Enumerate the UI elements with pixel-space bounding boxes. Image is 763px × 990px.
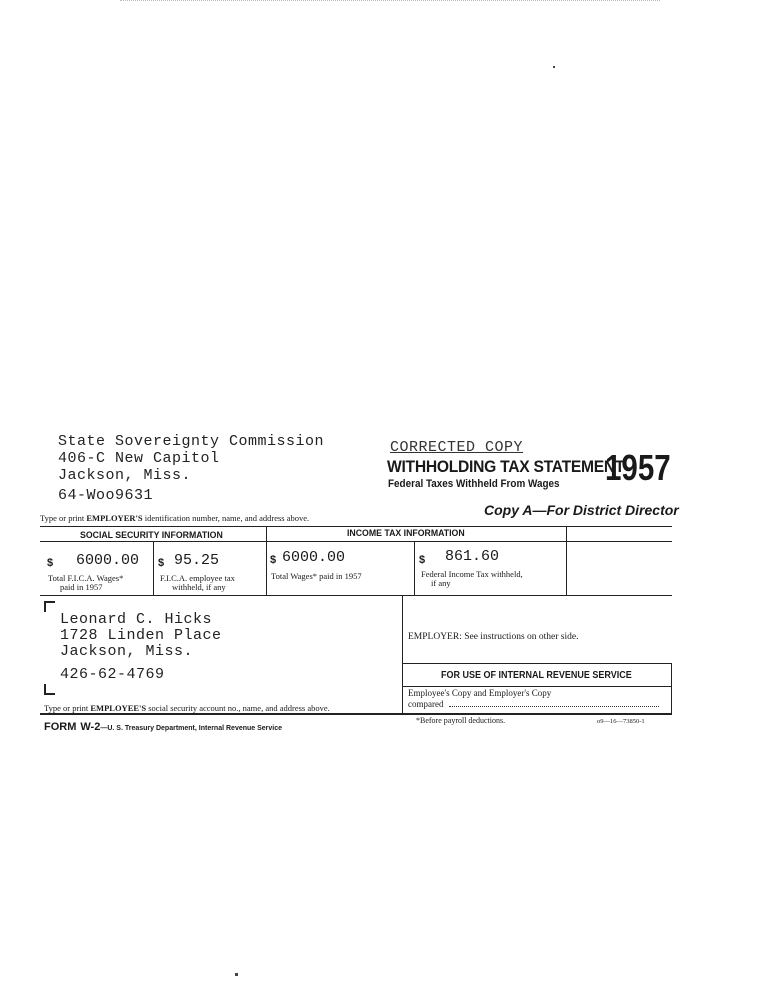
- irs-box-mid: [402, 686, 672, 687]
- caption-employer: EMPLOYER'S: [86, 513, 143, 523]
- caption-type-or-print: Type or print: [40, 513, 85, 523]
- form-subtitle: Federal Taxes Withheld From Wages: [388, 478, 560, 490]
- total-wages-value: 6000.00: [282, 549, 346, 566]
- scan-speck: [235, 973, 238, 976]
- caption-employee: EMPLOYEE'S: [90, 703, 147, 713]
- form-number: [44, 717, 282, 735]
- employer-caption: [40, 514, 309, 523]
- income-tax-withheld-box: [415, 542, 566, 594]
- irs-box-top: [402, 663, 672, 664]
- total-wages-box: [267, 542, 414, 594]
- scan-edge-mark: [120, 0, 660, 5]
- box-divider-4: [566, 526, 567, 595]
- currency-sign: $: [270, 554, 277, 566]
- caption-employer-rest: identification number, name, and address above.: [144, 513, 310, 523]
- fica-tax-label: F.I.C.A. employee tax withheld, if any: [160, 573, 235, 592]
- irs-compared-line1: Employee's Copy and Employer's Copy: [408, 688, 552, 698]
- income-tax-withheld-label: Federal Income Tax withheld, if any: [421, 569, 523, 588]
- caption-employee-rest: social security account no., name, and address above.: [148, 703, 330, 713]
- total-wages-label: Total Wages* paid in 1957: [271, 571, 362, 581]
- employee-right-rule: [402, 595, 403, 714]
- tax-year: 1957: [605, 447, 671, 488]
- fica-wages-value: 6000.00: [76, 552, 140, 569]
- corner-mark-bottom: [44, 684, 55, 695]
- fica-tax-value: 95.25: [174, 552, 220, 569]
- fica-wages-label: Total F.I.C.A. Wages* paid in 1957: [48, 573, 124, 592]
- boxes-bottom-rule: [40, 595, 672, 596]
- irs-use-title: FOR USE OF INTERNAL REVENUE SERVICE: [441, 670, 632, 681]
- print-code: o9—16—73850-1: [597, 718, 645, 725]
- employee-address-line2: Jackson, Miss.: [60, 643, 194, 660]
- top-rule: [40, 526, 672, 527]
- employee-name: Leonard C. Hicks: [60, 611, 213, 628]
- fica-wages-box: [40, 542, 153, 594]
- corrected-copy-stamp: CORRECTED COPY: [390, 439, 524, 456]
- employer-id: 64-Woo9631: [58, 487, 154, 504]
- employer-address-line2: Jackson, Miss.: [58, 467, 192, 484]
- income-tax-header: INCOME TAX INFORMATION: [347, 528, 465, 539]
- social-security-header: SOCIAL SECURITY INFORMATION: [80, 530, 223, 541]
- form-title: WITHHOLDING TAX STATEMENT: [387, 457, 625, 476]
- corner-mark-top: [44, 601, 55, 612]
- scan-speck: [553, 66, 555, 68]
- currency-sign: $: [47, 557, 54, 569]
- income-tax-withheld-value: 861.60: [445, 548, 500, 565]
- employer-instructions-note: EMPLOYER: See instructions on other side.: [408, 632, 579, 642]
- employee-address-line1: 1728 Linden Place: [60, 627, 222, 644]
- payroll-note: *Before payroll deductions.: [416, 716, 506, 725]
- employer-name: State Sovereignty Commission: [58, 433, 325, 450]
- form-word: FORM: [44, 721, 77, 733]
- form-id: W-2: [80, 721, 101, 733]
- employee-ssn: 426-62-4769: [60, 666, 165, 683]
- bottom-rule: [40, 713, 672, 715]
- currency-sign: $: [419, 554, 426, 566]
- dotted-leader: [449, 706, 659, 707]
- fica-tax-box: [154, 542, 266, 594]
- irs-compared-line2: compared: [408, 700, 668, 709]
- form-agency: —U. S. Treasury Department, Internal Revenue Service: [100, 725, 283, 732]
- copy-designation: Copy A—For District Director: [484, 502, 679, 518]
- irs-box-right: [671, 663, 672, 713]
- caption-type-or-print: Type or print: [44, 703, 89, 713]
- employer-address-line1: 406-C New Capitol: [58, 450, 220, 467]
- employee-caption: [44, 704, 330, 713]
- currency-sign: $: [158, 557, 165, 569]
